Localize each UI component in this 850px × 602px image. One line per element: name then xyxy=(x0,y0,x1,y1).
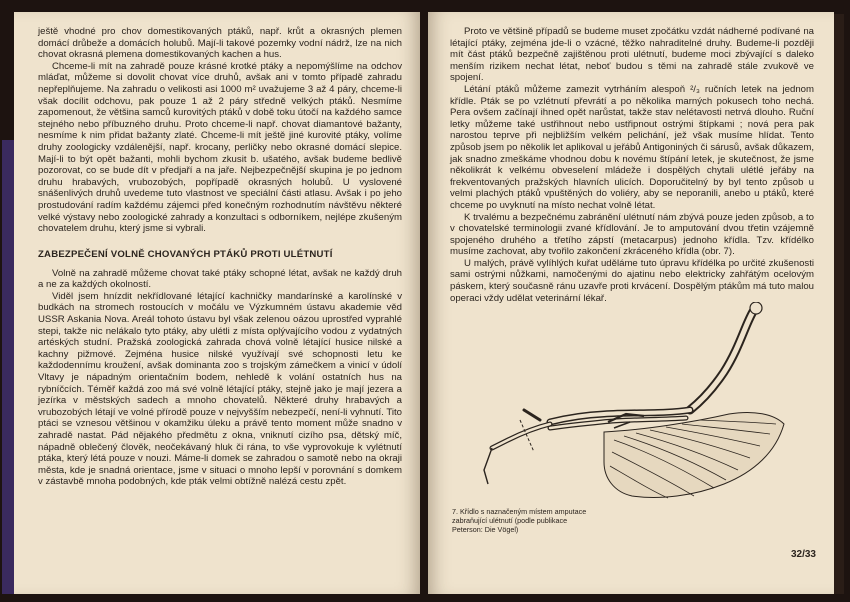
paragraph: Viděl jsem hnízdit nekřídlované létající kachničky mandarínské a karolínské v budkách na stromech rostoucích v močálu ve Výzkumném ústavu akademie věd USSR Askania Nova. Areál tohoto ústavu byl však zelenou oázou uprostřed vyprahlé stepi, takže nic nelákalo tyto ptáky, aby ulétli z místa oplývajícího vodou z vydatných artéských studní. Pražská zoologická zahrada chová volně létající husice nilské a kachny pižmové. Zejména husice nilské využívají své schopnosti letu ke každodennímu kroužení, avšak dominanta zoo s trojským zámečkem a vinicí v údolí Vltavy je nápadným orientačním bodem, nehledě k volání ostatních hus na rybníčcích. Téměř každá zoo má své volně létající ptáky, stejně jako je mají jezera a jezírka v městských sadech a mnoho chovatelů. Některé druhy hrabavých a vrubozobých létají ve volné přírodě pouze v nejvyšším nebezpečí, není-li vyhnutí. Tito ptáci se vznesou většinou v okamžiku úleku a právě tento moment může snadno v zahradě nastat. Pád nějakého předmětu z okna, vniknutí cizího psa, dětský míč, nápadně oblečený člověk, neočekávaný hluk či rána, to vše vyprovokuje k vylétnutí ptáka, který létá pouze v nouzi. Máme-li domek se zahradou o samotě nebo na okraji města, kde je snadná orientace, jsme v situaci o mnoho lepší v porovnání s domkem v zástavbě mnoha podobných, kde pták velmi obtížně nalézá cestu zpět. xyxy=(38,290,402,488)
section-heading: ZABEZPEČENÍ VOLNĚ CHOVANÝCH PTÁKŮ PROTI ULÉTNUTÍ xyxy=(38,248,333,260)
paragraph: Volně na zahradě můžeme chovat také ptáky schopné létat, avšak ne každý druh a ne za každých okolností. xyxy=(38,267,402,291)
paragraph: Létání ptáků můžeme zamezit vytrháním alespoň ²/₃ ručních letek na jednom křídle. Pták se po vzlétnutí převrátí a po několika marných pokusech toho nechá. Pera ovšem začínají ihned opět narůstat, takže stav nelétavosti netrvá dlouho. Ruční letky můžeme také ustřihnout nebo ustřipnout ostrými štípkami ; nová pera pak narostou teprve při nejbližším velkém pelichání, jež však musíme hlídat. Tento způsob jsem po několik let aplikoval u jeřábů Antigoniných či sárusů, avšak důkazem, jak snadno zmeškáme vhodnou dobu k novému štípání letek, je skutečnost, že jsme několikrát k velkému obveselení mládeže i dospělých chytali ulétlé jeřáby na frekventovaných pražských hlavních ulicích. Doporučitelný by byl tento způsob u velmi plachých ptáků vpuštěných do voliéry, aby se neporanili, anebo u ptáků, které chceme po uvyknutí na místo nechat volně létat. xyxy=(450,83,814,211)
page-number: 32/33 xyxy=(790,549,816,560)
paragraph: Chceme-li mít na zahradě pouze krásné krotké ptáky a nepomýšlíme na odchov mláďat, můžeme si dovolit chovat více druhů, avšak ani v tomto případě zahradu nepřeplňujeme. Na zahradu o velikosti asi 1000 m² uvažujeme 3 až 4 páry, chceme-li však docílit odchovu, pak pouze 1 až 2 páry středně velkých ptáků. Nesmíme zapomenout, že většina samců kurovitých ptáků v době toku útočí na každého samce stejného nebo příbuzného druhu. Proto chceme-li např. chovat diamantové bažanty, nesmíme k nim přidat bažanty zlaté. Chceme-li mít ještě jiné kurovité ptáky, volíme druhy zoologicky vzdálenější, např. krocany, perličky nebo okrasné domácí slepice. Mají-li to být opět bažanti, mohli bychom zkusit b. ušatého, avšak budeme bedlivě pozorovat, co se bude dít v předjaří a na jaře. Nejbezpečnější skupina je po jednom druhu hrabavých, vrubozobých, popřípadě okrasných holubů. U vyslovené snášenlivých druhů uvedeme tuto vlastnost ve speciální části atlasu. Avšak i po jeho prostudování radím každému zájemci před konečným rozhodnutím návštěvu některé velké výstavy nebo zoologické zahrady a konzultaci s odborníkem, nejlépe zkušeným chovatelem druhu, který jsme si vybrali. xyxy=(38,60,402,235)
figure-caption: 7. Křídlo s naznačeným místem amputace zabraňující ulétnutí (podle publikace Peterson: Die Vögel) xyxy=(452,507,587,534)
cover-edge xyxy=(834,14,844,594)
paragraph: ještě vhodné pro chov domestikovaných ptáků, např. krůt a okrasných plemen domácí drůbeže a domácích holubů. Mají-li takové pozemky vodní nádrž, lze na nich chovat okrasná plemena domestikovaných kachen a hus. xyxy=(38,26,402,61)
paragraph: K trvalému a bezpečnému zabránění ulétnutí nám zbývá pouze jeden způsob, a to v chovatelské terminologii zvané křídlování. Je to amputování dvou třetin vzájemně spojeného druhého a třetího zápstí (metacarpus) jednoho křídla. Tzv. křídélko musíme zachovat, aby tvořilo zakončení zkráceného křídla (obr. 7). xyxy=(450,211,814,258)
cover-edge xyxy=(2,140,14,594)
wing-illustration xyxy=(454,302,804,502)
paragraph: Proto ve většině případů se budeme muset zpočátku vzdát nádherné podívané na létající ptáky, zejména jde-li o vzácné, těžko nahraditelné druhy. Budeme-li později mít část ptáků bezpečně zajištěnou proti ulétnutí, budeme moci zbývající s daleko menším rizikem nechat létat, neboť budou s těmi na zahradě stále zvukově ve spojení. xyxy=(450,26,814,84)
right-page xyxy=(428,12,834,594)
paragraph: U malých, právě vylíhlých kuřat uděláme tuto úpravu křídélka po určité zkušenosti sami ostrými nůžkami, namočenými do ajatinu nebo elektricky zahřátým ocelovým páskem, který současně ránu uzavře proti krvácení. Dospělým ptákům má tuto malou operaci vždy udělat veterinární lékař. xyxy=(450,257,814,304)
left-page xyxy=(14,12,420,594)
